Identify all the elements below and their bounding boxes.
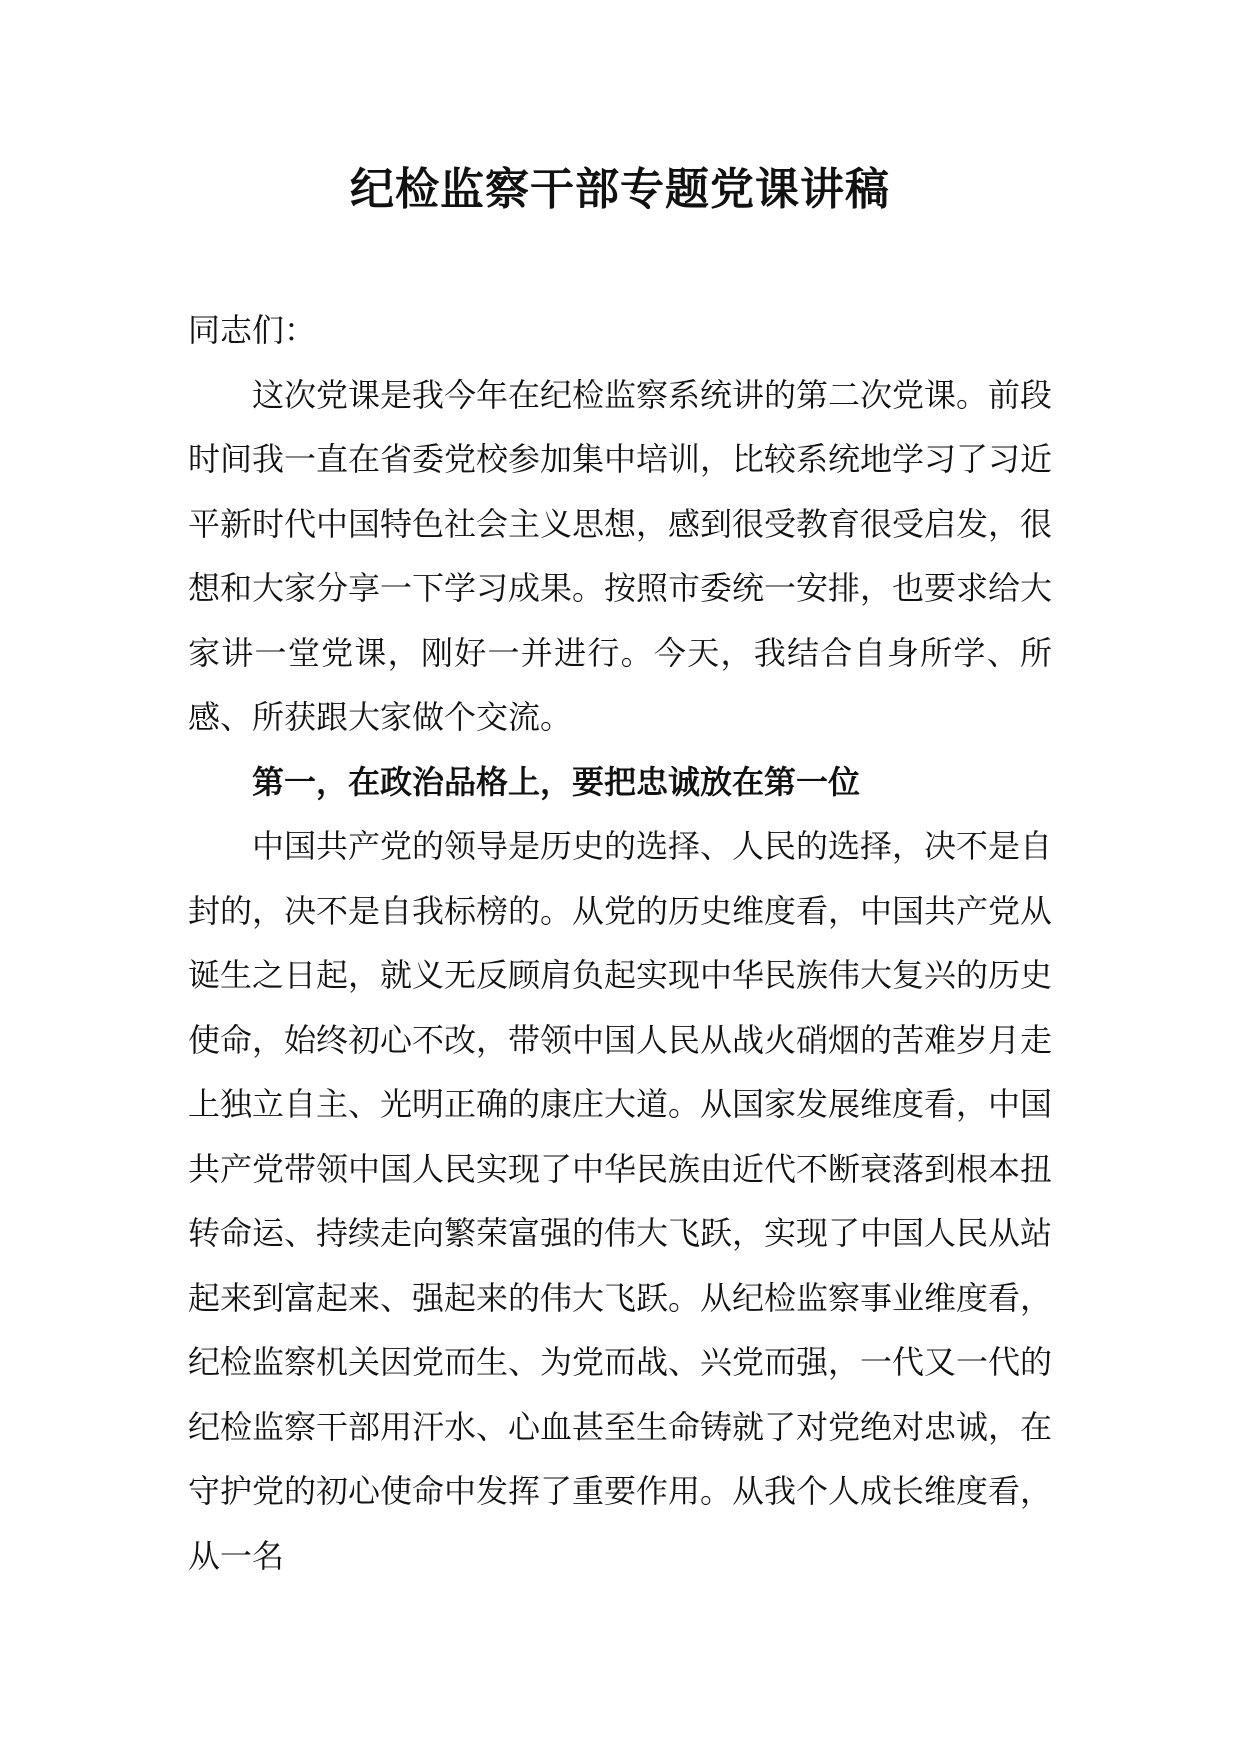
document-body [188,298,1052,1588]
salutation: 同志们： [188,311,317,349]
section-heading: 第一，在政治品格上，要把忠诚放在第一位 [252,762,861,801]
section-paragraph: 中国共产党的领导是历史的选择、人民的选择，决不是自封的，决不是自我标榜的。从党的历史维度看，中国共产党从诞生之日起，就义无反顾肩负起实现中华民族伟大复兴的历史使命，始终初心不改，带领中国人民从战火硝烟的苦难岁月走上独立自主、光明正确的康庄大道。从国家发展维度看，中国共产党带领中国人民实现了中华民族由近代不断衰落到根本扭转命运、持续走向繁荣富强的伟大飞跃，实现了中国人民从站起来到富起来、强起来的伟大飞跃。从纪检监察事业维度看，纪检监察机关因党而生、为党而战、兴党而强，一代又一代的纪检监察干部用汗水、心血甚至生命铸就了对党绝对忠诚，在守护党的初心使命中发挥了重要作用。从我个人成长维度看，从一名 [188,827,1053,1575]
intro-paragraph: 这次党课是我今年在纪检监察系统讲的第二次党课。前段时间我一直在省委党校参加集中培训，比较系统地学习了习近平新时代中国特色社会主义思想，感到很受教育很受启发，很想和大家分享一下学习成果。按照市委统一安排，也要求给大家讲一堂党课，刚好一并进行。今天，我结合自身所学、所感、所获跟大家做个交流。 [188,375,1053,736]
document-title: 纪检监察干部专题党课讲稿 [350,164,890,215]
